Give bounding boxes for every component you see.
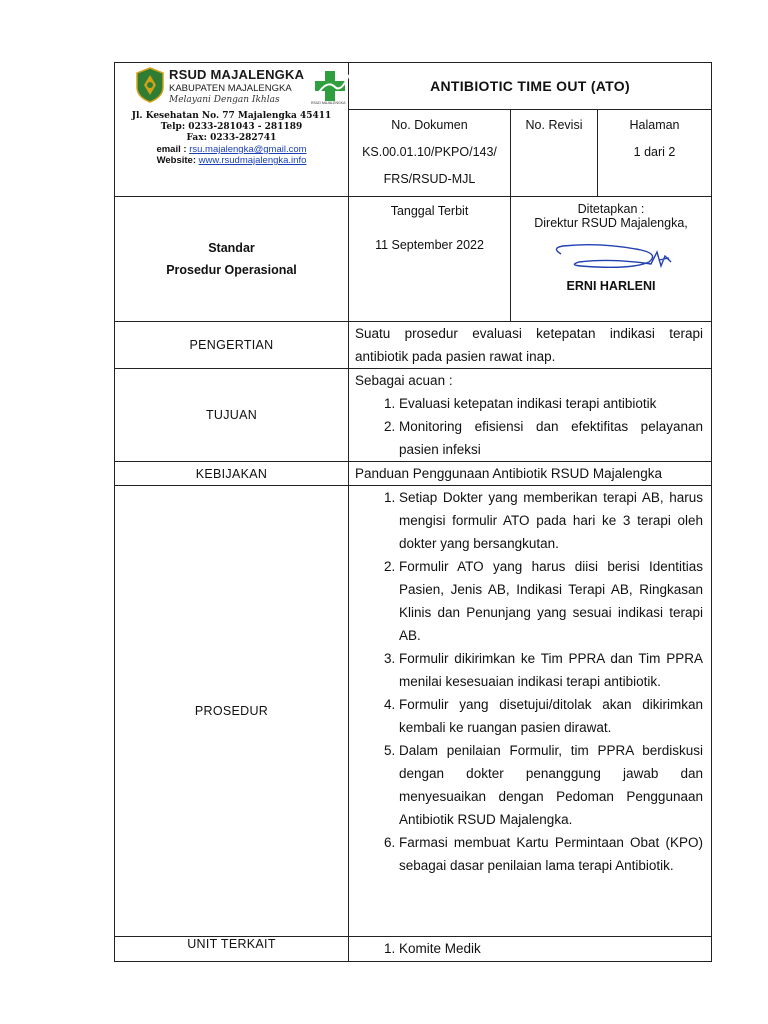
tujuan-list	[355, 392, 703, 461]
sop-label-line1: Standar	[208, 241, 255, 255]
unit-terkait-content	[349, 937, 712, 962]
prosedur-label: PROSEDUR	[115, 486, 349, 937]
org-region: KABUPATEN MAJALENGKA	[169, 83, 292, 94]
cross-tagline: RSUD MAJALENGKA	[311, 101, 346, 105]
list-item: 1. Komite Medik	[399, 937, 703, 960]
health-cross-icon	[311, 69, 351, 105]
email-link[interactable]: rsu.majalengka@gmail.com	[189, 144, 307, 155]
sop-label-cell	[115, 197, 349, 322]
signatory-name: ERNI HARLENI	[566, 279, 656, 293]
document-title: ANTIBIOTIC TIME OUT (ATO)	[349, 63, 712, 110]
kebijakan-text: Panduan Penggunaan Antibiotik RSUD Majalengka	[349, 462, 712, 486]
list-item: 6. Farmasi membuat Kartu Permintaan Obat (KPO) sebagai dasar penilaian lama terapi Antibiotik.	[399, 831, 703, 877]
ditetapkan-by: Direktur RSUD Majalengka,	[534, 216, 688, 230]
ditetapkan-cell	[511, 197, 712, 322]
letterhead-cell	[115, 63, 349, 197]
no-dokumen-value-2: FRS/RSUD-MJL	[383, 172, 476, 186]
telp-line: Telp: 0233-281043 - 281189	[160, 122, 303, 132]
kebijakan-label: KEBIJAKAN	[115, 462, 349, 486]
halaman-value: 1 dari 2	[633, 145, 676, 159]
tanggal-terbit-label: Tanggal Terbit	[390, 204, 469, 218]
pengertian-text: Suatu prosedur evaluasi ketepatan indikasi terapi antibiotik pada pasien rawat inap.	[349, 322, 712, 369]
letterhead-logo	[135, 67, 346, 109]
address-line: Jl. Kesehatan No. 77 Majalengka 45411	[131, 111, 332, 121]
majalengka-emblem-icon	[135, 67, 165, 103]
list-item: 1. Setiap Dokter yang memberikan terapi AB, harus mengisi formulir ATO pada hari ke 3 terapi oleh dokter yang bersangkutan.	[399, 486, 703, 555]
email-line	[115, 144, 348, 155]
no-dokumen-cell	[349, 110, 511, 197]
org-name: RSUD MAJALENGKA	[169, 67, 305, 82]
prosedur-content	[349, 486, 712, 937]
no-revisi-cell	[511, 110, 598, 197]
org-motto: Melayani Dengan Ikhlas	[169, 95, 280, 105]
tujuan-intro: Sebagai acuan :	[355, 373, 453, 388]
sop-label-line2: Prosedur Operasional	[166, 263, 297, 277]
letterhead-address	[115, 111, 348, 166]
no-dokumen-value-1: KS.00.01.10/PKPO/143/	[362, 145, 497, 159]
sop-document	[114, 62, 711, 962]
signature-icon	[541, 240, 681, 276]
no-dokumen-label: No. Dokumen	[391, 118, 468, 132]
list-item: 1. Evaluasi ketepatan indikasi terapi antibiotik	[399, 392, 703, 415]
list-item: 5. Dalam penilaian Formulir, tim PPRA berdiskusi dengan dokter penanggung jawab dan menyesuaikan dengan Pedoman Penggunaan Antibiotik RSUD Majalengka.	[399, 739, 703, 831]
email-label: email :	[156, 144, 187, 155]
list-item: 3. Formulir dikirimkan ke Tim PPRA dan Tim PPRA menilai kesesuaian indikasi terapi antibiotik.	[399, 647, 703, 693]
halaman-label: Halaman	[629, 118, 680, 132]
halaman-cell	[598, 110, 712, 197]
website-link[interactable]: www.rsudmajalengka.info	[198, 155, 307, 166]
tujuan-content	[349, 369, 712, 462]
unit-terkait-label: UNIT TERKAIT	[115, 937, 349, 962]
tanggal-terbit-cell	[349, 197, 511, 322]
unit-terkait-list	[355, 937, 703, 960]
website-line	[115, 155, 348, 166]
no-revisi-label: No. Revisi	[525, 118, 583, 132]
sop-table	[114, 62, 712, 962]
list-item: 2. Formulir ATO yang harus diisi berisi Identitias Pasien, Jenis AB, Indikasi Terapi AB, Ringkasan Klinis dan Penunjang yang sesuai indikasi terapi AB.	[399, 555, 703, 647]
ditetapkan-label: Ditetapkan :	[577, 202, 645, 216]
website-label: Website:	[156, 155, 197, 166]
tujuan-label: TUJUAN	[115, 369, 349, 462]
fax-line: Fax: 0233-282741	[186, 133, 277, 143]
list-item: 2. Monitoring efisiensi dan efektifitas pelayanan pasien infeksi	[399, 415, 703, 461]
list-item: 4. Formulir yang disetujui/ditolak akan dikirimkan kembali ke ruangan pasien dirawat.	[399, 693, 703, 739]
tanggal-terbit-value: 11 September 2022	[375, 238, 484, 252]
prosedur-list	[355, 486, 703, 877]
pengertian-label: PENGERTIAN	[115, 322, 349, 369]
